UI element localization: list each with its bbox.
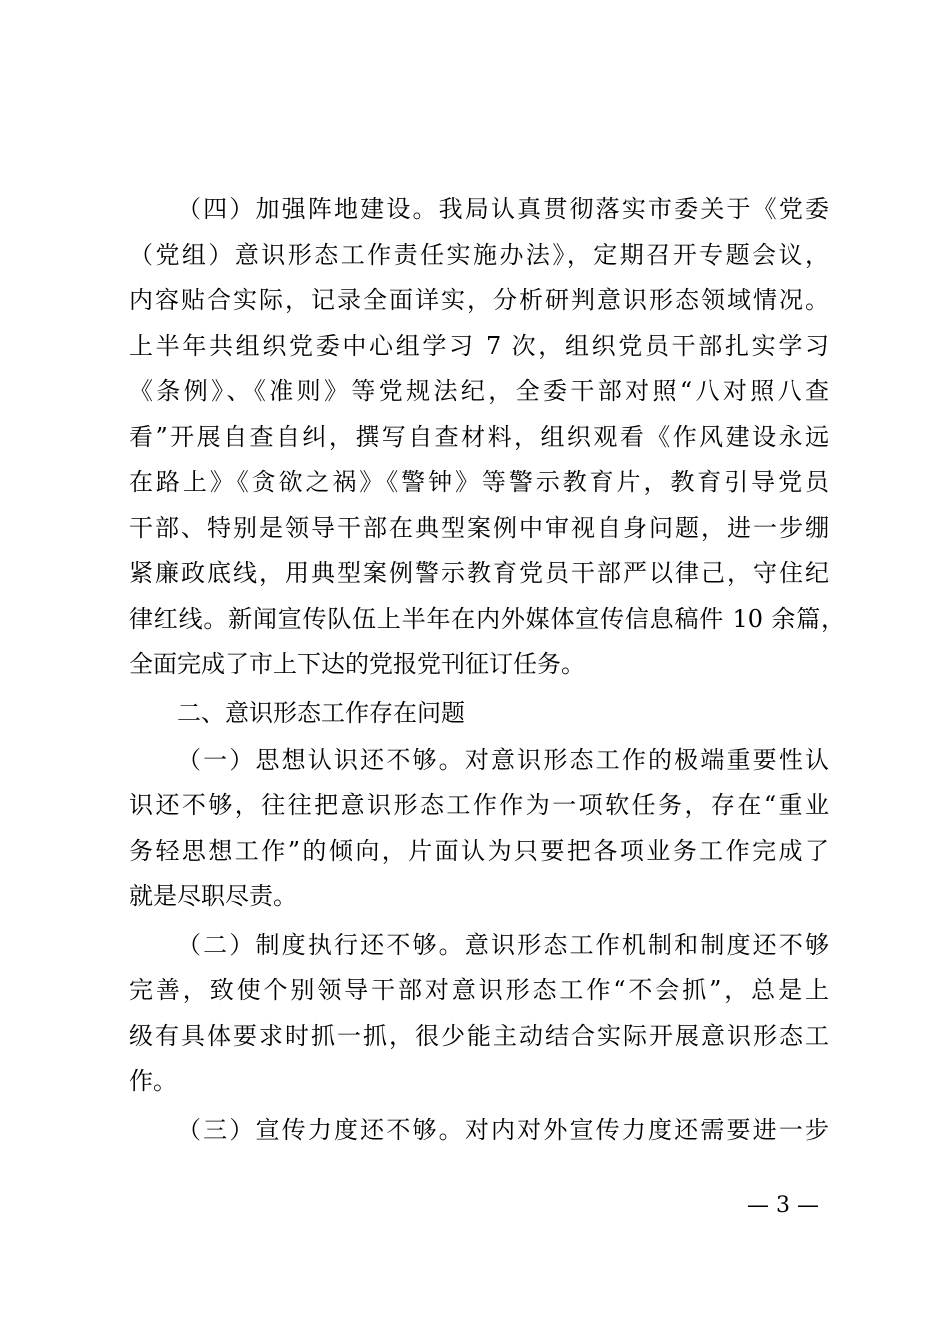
paragraph-line: 务轻思想工作”的倾向，片面认为只要把各项业务工作完成了 — [129, 837, 829, 865]
paragraph-line: 内容贴合实际，记录全面详实，分析研判意识形态领域情况。 — [129, 286, 829, 314]
paragraph-line: 级有具体要求时抓一抓，很少能主动结合实际开展意识形态工 — [129, 1022, 829, 1050]
paragraph-line: （党组）意识形态工作责任实施办法》，定期召开专题会议， — [129, 241, 829, 269]
paragraph-line: 《条例》、《准则》等党规法纪，全委干部对照“八对照八查 — [129, 377, 829, 405]
paragraph-line: 作。 — [129, 1067, 177, 1095]
paragraph-line: 干部、特别是领导干部在典型案例中审视自身问题，进一步绷 — [129, 514, 829, 542]
paragraph-line: 紧廉政底线，用典型案例警示教育党员干部严以律己，守住纪 — [129, 559, 829, 587]
paragraph-line: （一）思想认识还不够。对意识形态工作的极端重要性认 — [177, 746, 829, 774]
paragraph-line: （三）宣传力度还不够。对内对外宣传力度还需要进一步 — [177, 1116, 829, 1144]
section-heading: 二、意识形态工作存在问题 — [177, 699, 465, 727]
paragraph-line: 上半年共组织党委中心组学习 7 次，组织党员干部扎实学习 — [129, 332, 829, 360]
paragraph-line: 律红线。新闻宣传队伍上半年在内外媒体宣传信息稿件 10 余篇， — [129, 605, 845, 633]
paragraph-line: 就是尽职尽责。 — [129, 882, 297, 910]
paragraph-line: 看”开展自查自纠，撰写自查材料，组织观看《作风建设永远 — [129, 423, 829, 451]
page-number: — 3 — — [747, 1193, 819, 1218]
paragraph-line: （四）加强阵地建设。我局认真贯彻落实市委关于《党委 — [177, 195, 829, 223]
paragraph-line: （二）制度执行还不够。意识形态工作机制和制度还不够 — [177, 931, 829, 959]
paragraph-line: 完善，致使个别领导干部对意识形态工作“不会抓”，总是上 — [129, 976, 829, 1004]
paragraph-line: 全面完成了市上下达的党报党刊征订任务。 — [129, 650, 585, 678]
paragraph-line: 在路上》《贪欲之祸》《警钟》等警示教育片，教育引导党员 — [129, 468, 829, 496]
paragraph-line: 识还不够，往往把意识形态工作作为一项软任务，存在“重业 — [129, 791, 829, 819]
